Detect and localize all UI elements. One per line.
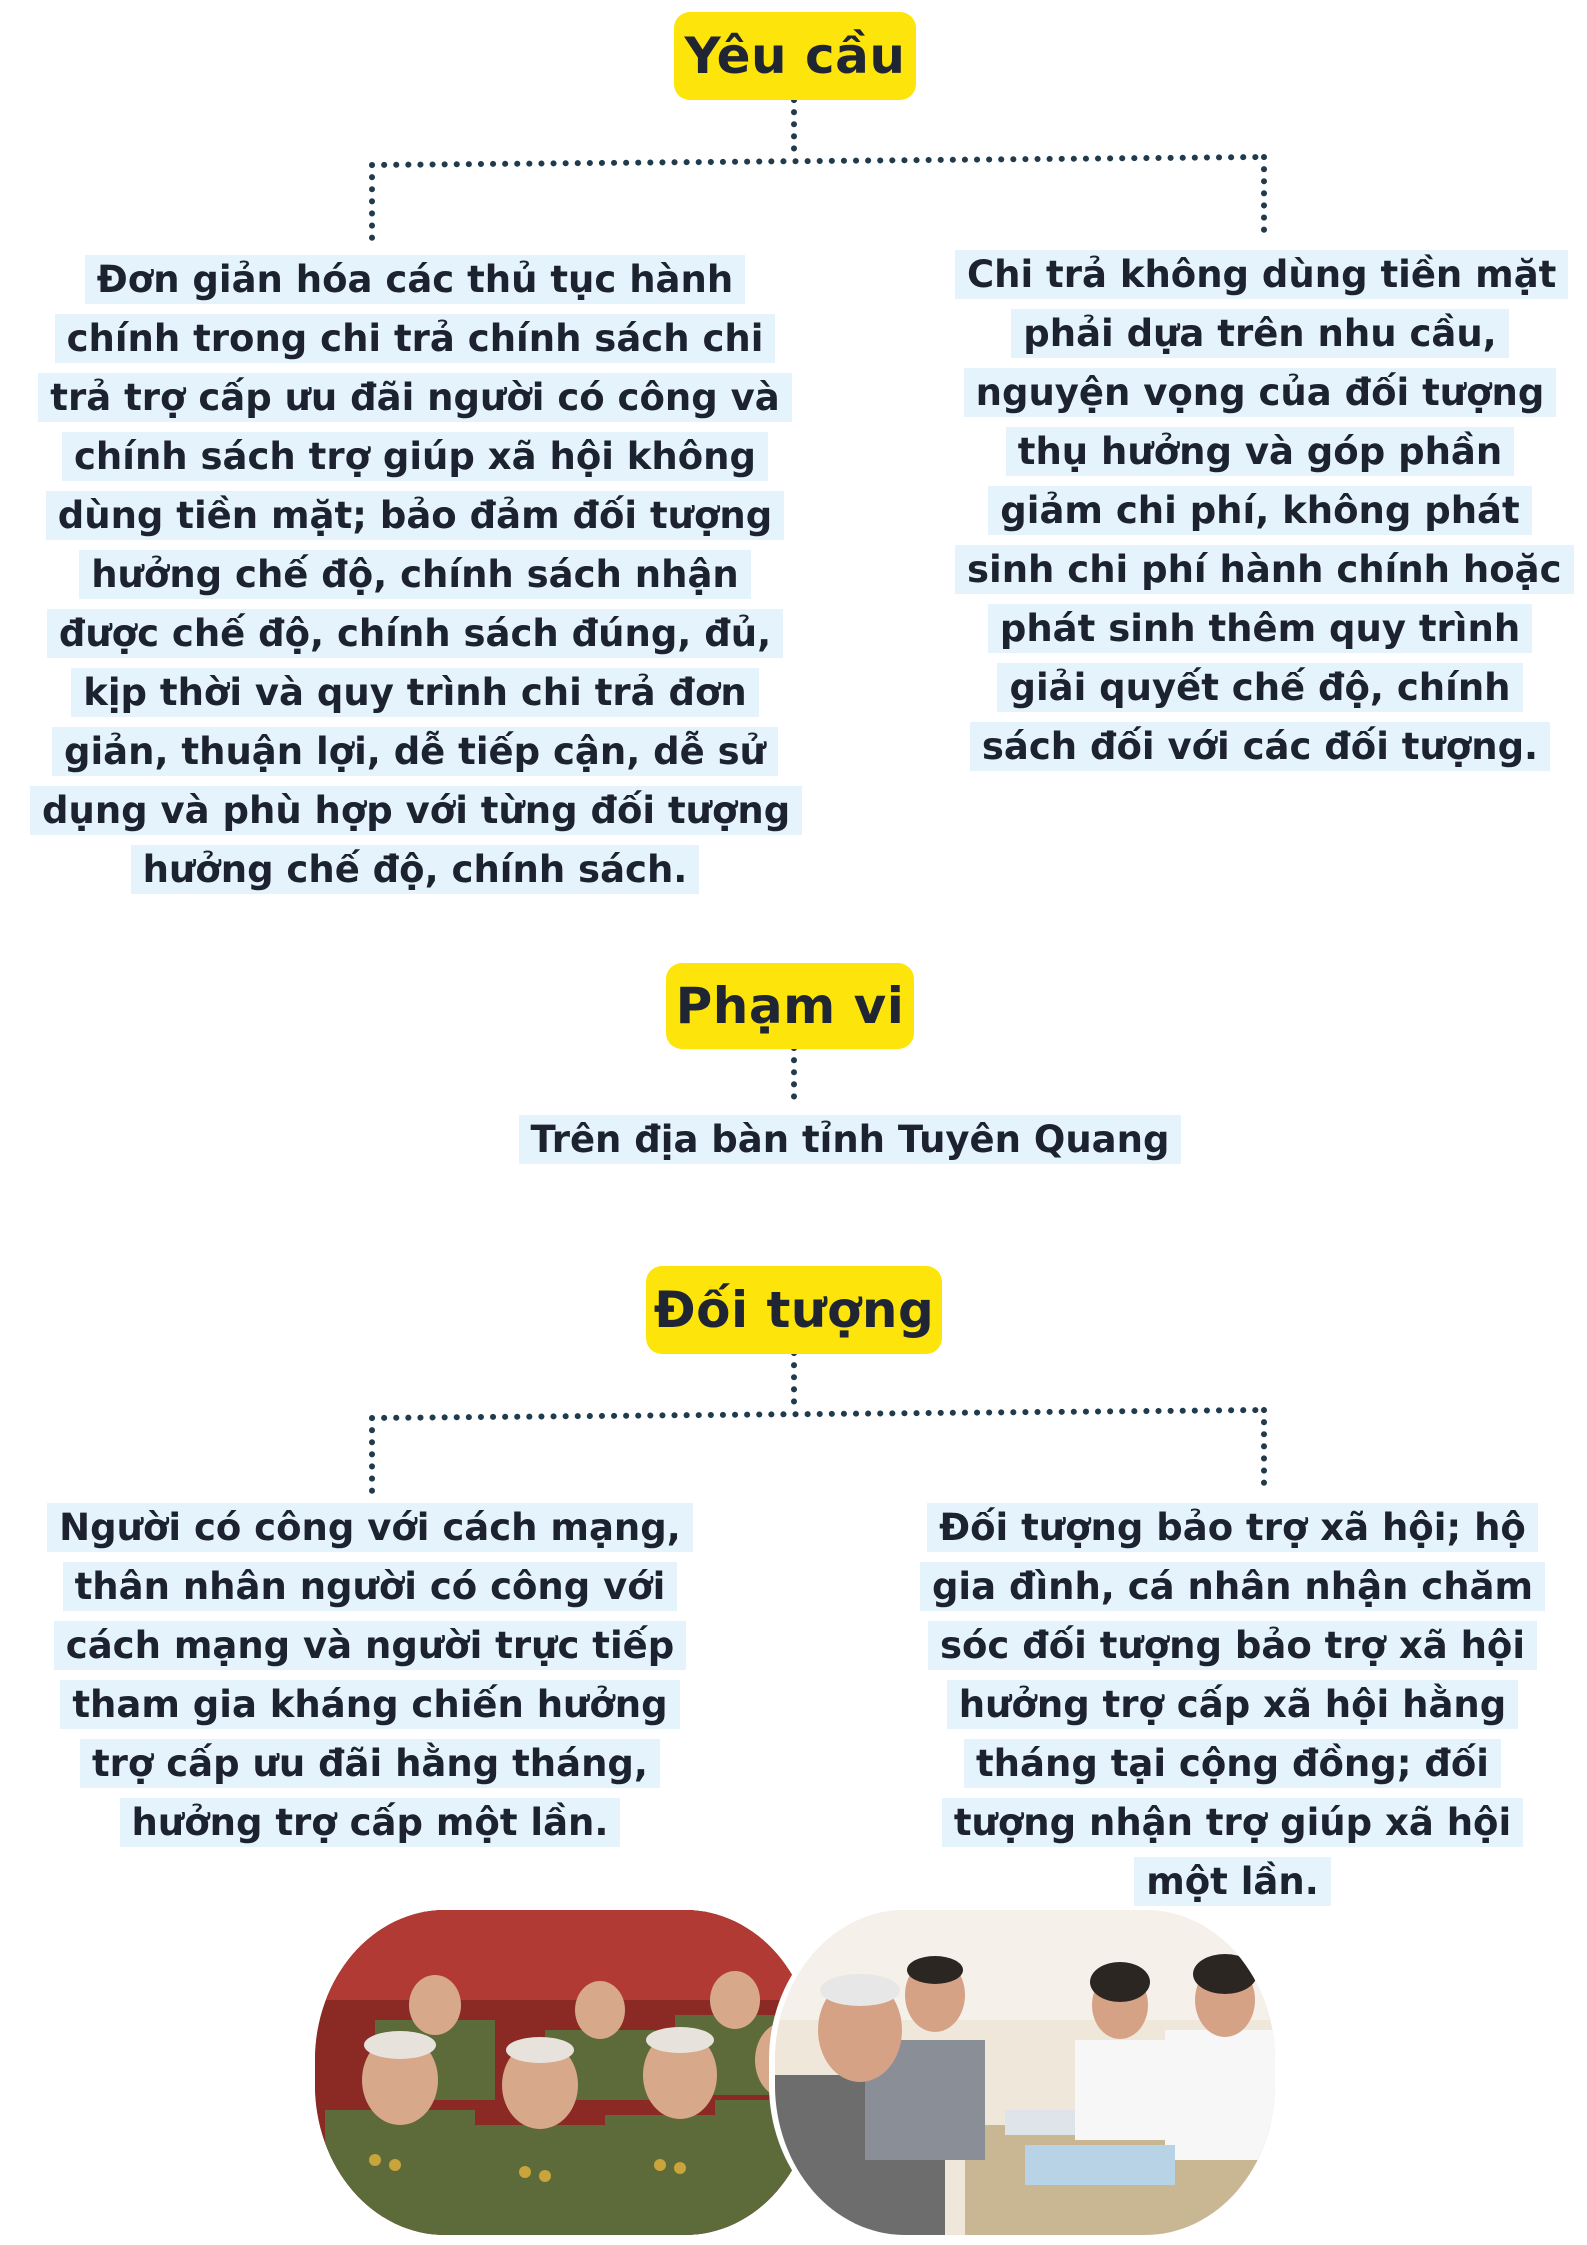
doi-tuong-right-text: Đối tượng bảo trợ xã hội; hộ gia đình, cá nhân nhận chăm sóc đối tượng bảo trợ xã hội hưởng trợ cấp xã hội hằng tháng tại cộng đồng; đối tượng nhận trợ giúp xã hội một lần. xyxy=(920,1503,1545,1906)
yeu-cau-title: Yêu cầu xyxy=(674,12,916,100)
connector-doi-tuong xyxy=(372,1353,1264,1495)
veterans-audience-photo xyxy=(315,1910,815,2235)
payment-service-desk-illustration xyxy=(775,1910,1275,2235)
yeu-cau-right-text: Chi trả không dùng tiền mặt phải dựa trên nhu cầu, nguyện vọng của đối tượng thụ hưởng và góp phần giảm chi phí, không phát sinh chi phí hành chính hoặc phát sinh thêm quy trình giải quyết chế độ, chính sách đối với các đối tượng. xyxy=(955,250,1574,771)
yeu-cau-right-text-block xyxy=(955,245,1565,776)
yeu-cau-left-text-block xyxy=(30,250,800,899)
pham-vi-text: Trên địa bàn tỉnh Tuyên Quang xyxy=(519,1115,1182,1164)
doi-tuong-title: Đối tượng xyxy=(646,1266,942,1354)
photo-strip xyxy=(315,1910,1275,2235)
doi-tuong-right-text-block xyxy=(905,1498,1560,1911)
yeu-cau-left-text: Đơn giản hóa các thủ tục hành chính trong chi trả chính sách chi trả trợ cấp ưu đãi người có công và chính sách trợ giúp xã hội không dùng tiền mặt; bảo đảm đối tượng hưởng chế độ, chính sách nhận được chế độ, chính sách đúng, đủ, kịp thời và quy trình chi trả đơn giản, thuận lợi, dễ tiếp cận, dễ sử dụng và phù hợp với từng đối tượng hưởng chế độ, chính sách. xyxy=(30,255,802,894)
pham-vi-text-block xyxy=(500,1110,1200,1169)
doi-tuong-left-text: Người có công với cách mạng, thân nhân người có công với cách mạng và người trực tiếp tham gia kháng chiến hưởng trợ cấp ưu đãi hằng tháng, hưởng trợ cấp một lần. xyxy=(47,1503,693,1847)
veterans-audience-illustration xyxy=(315,1910,815,2235)
doi-tuong-left-text-block xyxy=(40,1498,700,1852)
payment-service-desk-photo xyxy=(775,1910,1275,2235)
pham-vi-title: Phạm vi xyxy=(666,963,914,1049)
connector-yeu-cau xyxy=(372,100,1264,245)
